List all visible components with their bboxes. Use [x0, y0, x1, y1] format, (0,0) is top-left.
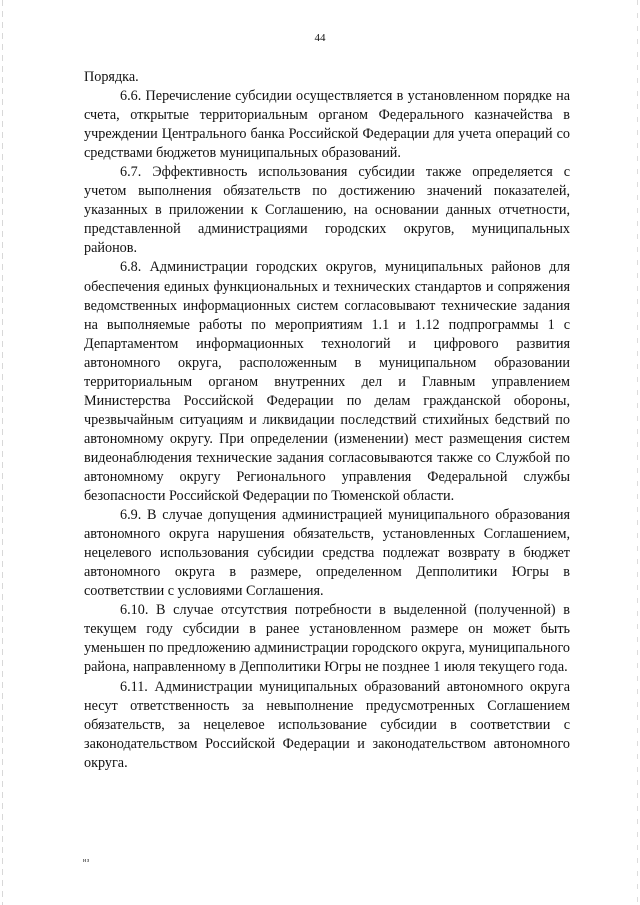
paragraph-6-8: 6.8. Администрации городских округов, муниципальных районов для обеспечения единых функциональных и технических стандартов и сопряжения ведомственных информационных систем согласовывают технические задания на выполняемые работы по мероприятиям 1.1 и 1.12 подпрограммы 1 с Департаментом информационных технологий и цифрового развития автономного округа, расположенным в муниципальном образовании территориальным органом внутренних дел и Главным управлением Министерства Российской Федерации по делам гражданской обороны, чрезвычайным ситуациям и ликвидации последствий стихийных бедствий по автономному округу. При определении (изменении) мест размещения систем видеонаблюдения технические задания согласовываются также со Службой по автономному округу Регионального управления Федеральной службы безопасности Российской Федерации по Тюменской области. [84, 259, 570, 505]
paragraph-6-11: 6.11. Администрации муниципальных образований автономного округа несут ответственность за невыполнение предусмотренных Соглашением обязательств, за нецелевое использование субсидии в соответствии с законодательством Российской Федерации и законодательством автономного округа. [84, 678, 570, 771]
paragraph-6-7: 6.7. Эффективность использования субсидии также определяется с учетом выполнения обязательств по достижению значений показателей, указанных в приложении к Соглашению, на основании данных отчетности, представленной администрациями городских округов, муниципальных районов. [84, 164, 570, 257]
paragraph-6-9: 6.9. В случае допущения администрацией муниципального образования автономного округа нарушения обязательств, установленных Соглашением, нецелевого использования субсидии средства подлежат возврату в бюджет автономного округа в размере, определенном Депполитики Югры в соответствии с условиями Соглашения. [84, 507, 570, 600]
scan-edge-right [637, 0, 638, 905]
footer-code: нз [83, 858, 90, 864]
paragraph-6-6: 6.6. Перечисление субсидии осуществляется в установленном порядке на счета, открытые территориальным органом Федерального казначейства в учреждении Центрального банка Российской Федерации для учета операций со средствами бюджетов муниципальных образований. [84, 88, 570, 162]
document-body [84, 68, 570, 773]
scan-edge-left [2, 0, 3, 905]
paragraph-continuation: Порядка. [84, 69, 139, 85]
paragraph-6-10: 6.10. В случае отсутствия потребности в выделенной (полученной) в текущем году субсидии в ранее установленном размере он может быть уменьшен по предложению администрации городского округа, муниципального района, направленному в Депполитики Югры не позднее 1 июля текущего года. [84, 602, 570, 676]
page-number: 44 [314, 32, 326, 44]
